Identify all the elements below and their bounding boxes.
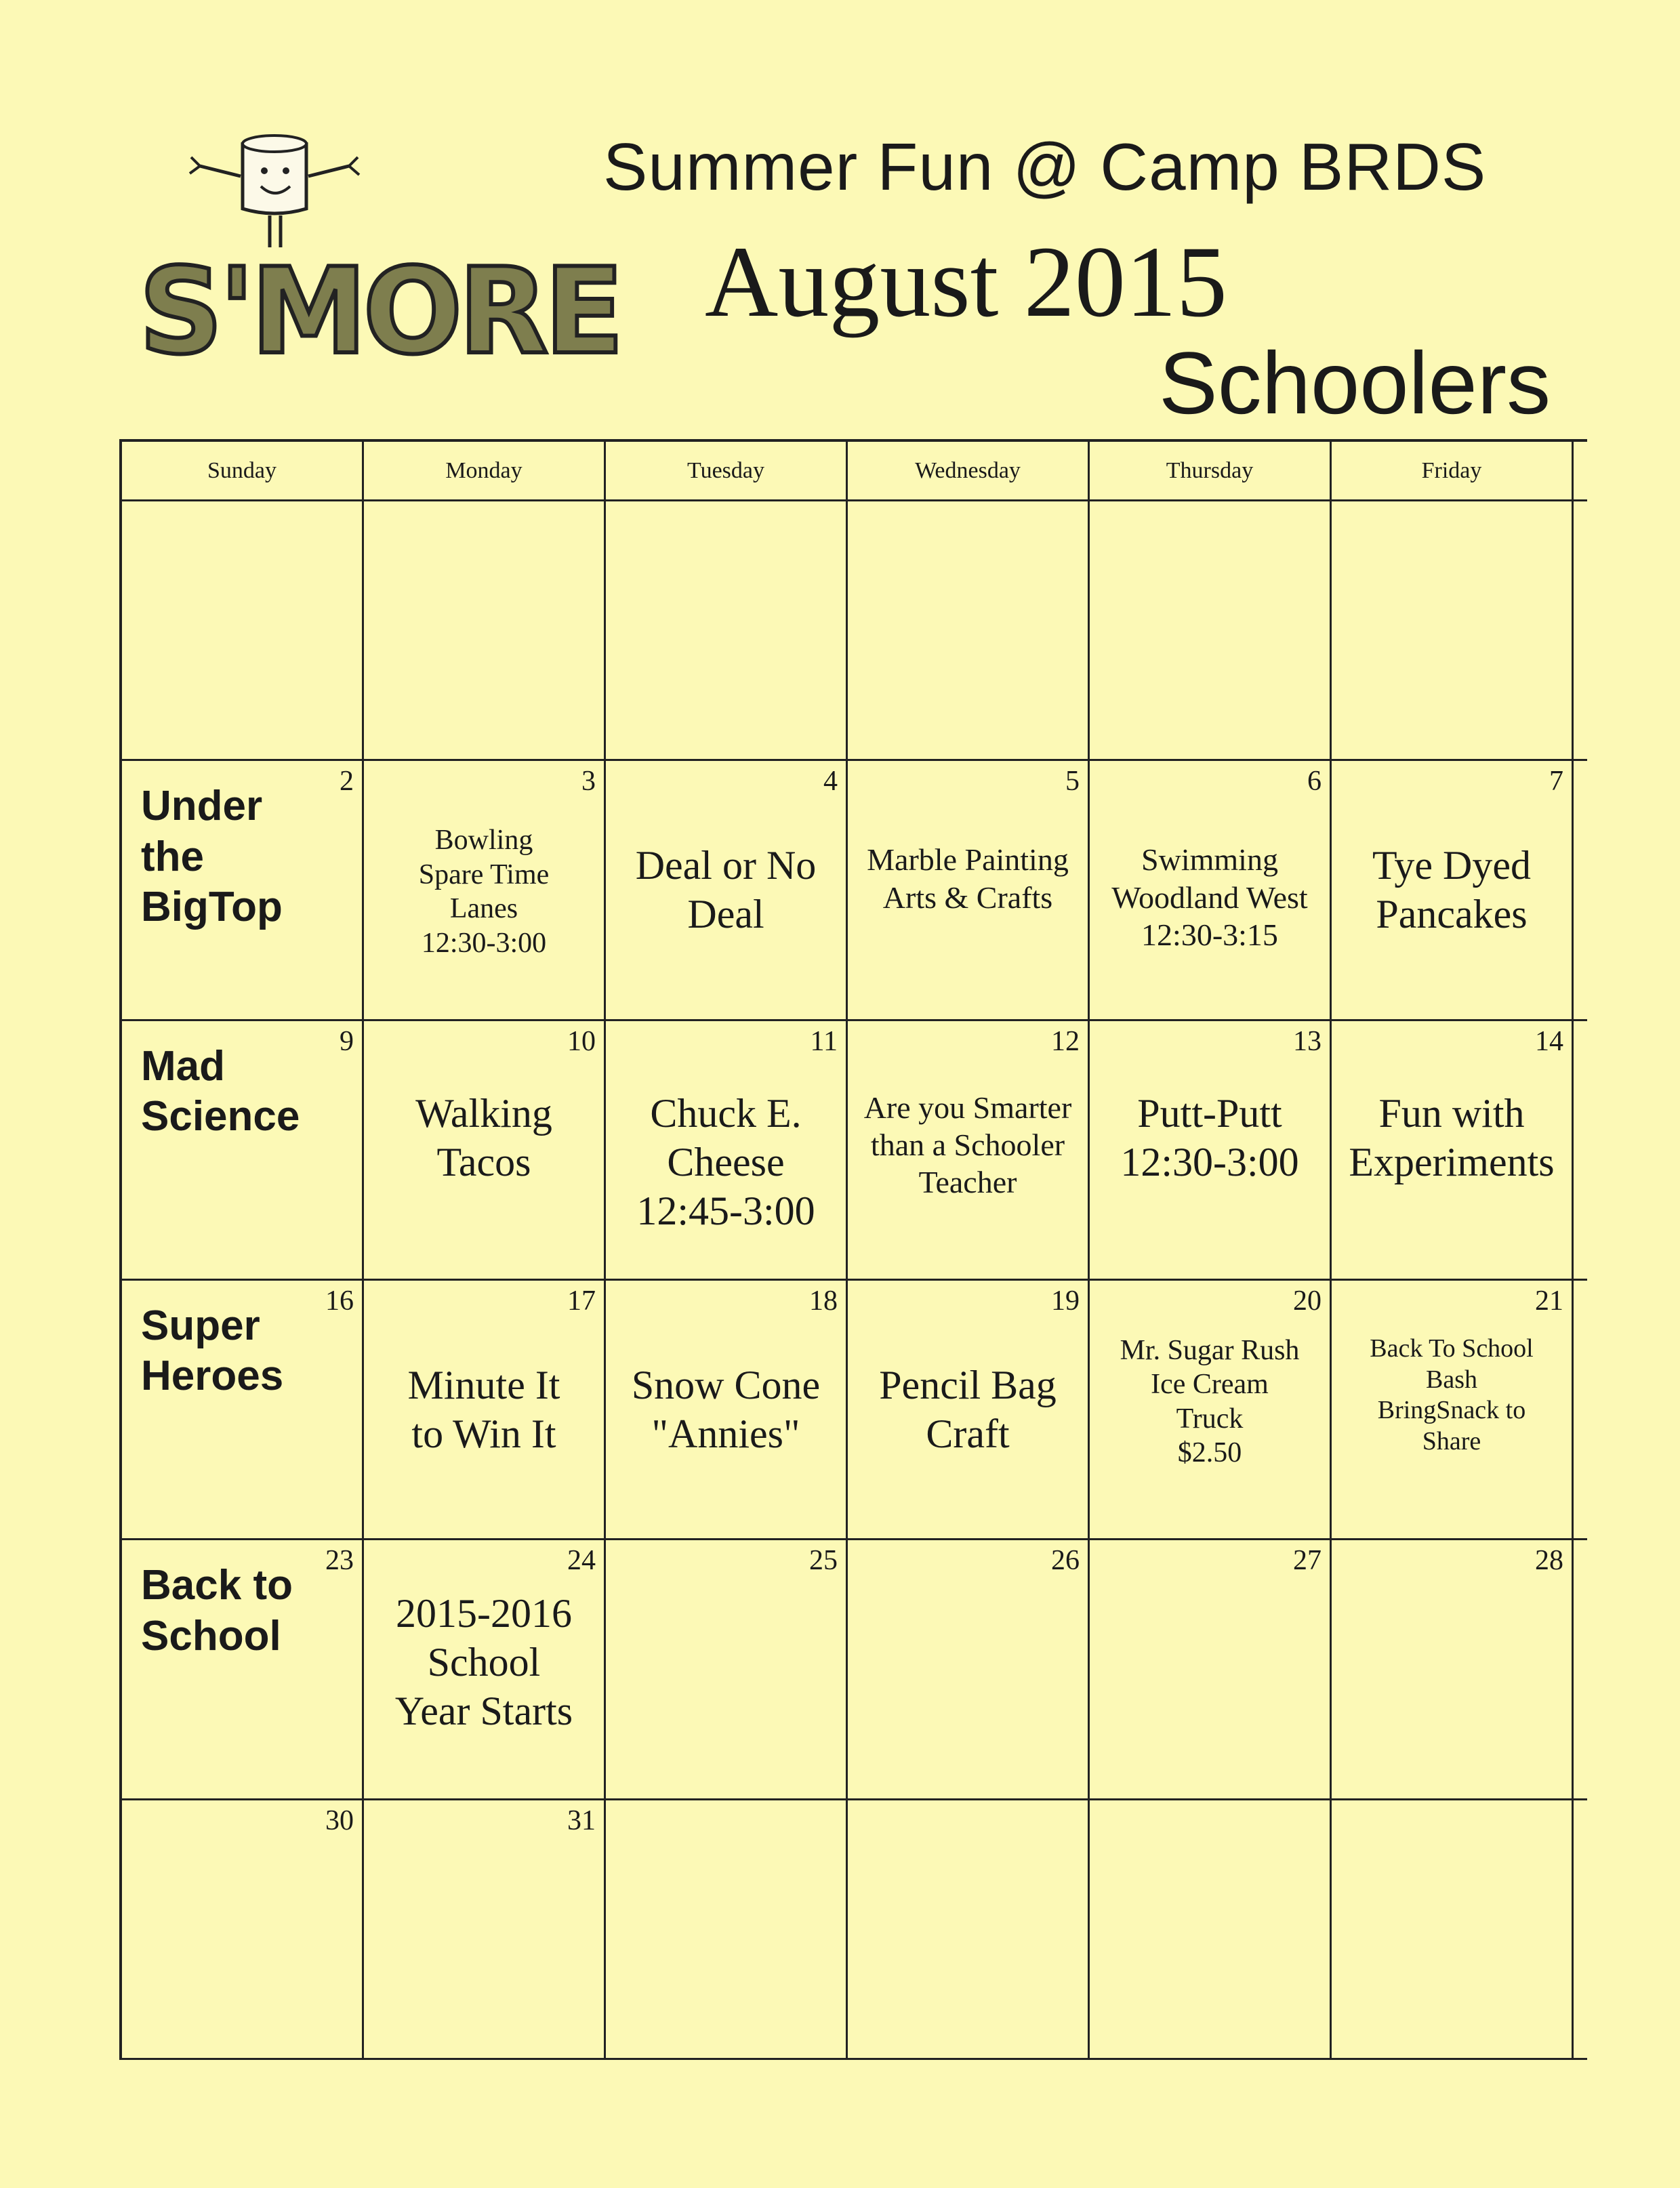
grid-edge	[1574, 761, 1587, 1020]
day-header-monday: Monday	[364, 442, 606, 501]
day-cell	[122, 1540, 364, 1800]
event-text	[1336, 1334, 1568, 1457]
theme-line: Super	[141, 1302, 260, 1349]
theme-line: Back to	[141, 1562, 293, 1609]
week-theme	[141, 1301, 283, 1402]
day-number: 17	[567, 1285, 596, 1317]
day-number: 13	[1293, 1025, 1322, 1057]
day-number: 3	[581, 766, 596, 798]
event-line: Deal	[687, 892, 764, 937]
camp-title: Summer Fun @ Camp BRDS	[603, 129, 1487, 204]
event-text	[368, 1089, 600, 1186]
event-text	[1336, 841, 1568, 938]
day-number: 25	[809, 1545, 838, 1577]
event-text	[852, 1361, 1084, 1458]
event-text	[1336, 1089, 1568, 1186]
day-cell	[1090, 1540, 1332, 1800]
calendar-grid	[119, 439, 1587, 2060]
event-line: Deal or No	[635, 843, 817, 888]
event-line: Minute It	[407, 1363, 560, 1407]
day-cell	[848, 761, 1090, 1020]
day-number: 2	[340, 766, 354, 798]
theme-line: Heroes	[141, 1353, 284, 1400]
day-number: 21	[1535, 1285, 1563, 1317]
theme-line: the	[141, 833, 204, 880]
event-line: Woodland West	[1111, 880, 1308, 915]
day-cell	[1332, 1800, 1574, 2060]
event-line: Bash	[1426, 1365, 1477, 1394]
event-line: BringSnack to	[1377, 1396, 1526, 1425]
day-cell	[364, 1540, 606, 1800]
group-title: Schoolers	[1159, 333, 1551, 432]
event-line: Walking	[415, 1090, 552, 1136]
day-header-friday: Friday	[1332, 442, 1574, 501]
event-line: Experiments	[1349, 1139, 1555, 1184]
event-line: Chuck E.	[650, 1090, 802, 1136]
event-text	[368, 1589, 600, 1735]
event-line: Lanes	[449, 893, 518, 925]
event-line: Ice Cream	[1151, 1369, 1269, 1401]
day-cell	[606, 1281, 848, 1540]
event-line: Snow Cone	[631, 1363, 821, 1407]
day-number: 11	[810, 1025, 838, 1057]
theme-line: Under	[141, 783, 263, 830]
day-number: 24	[567, 1545, 596, 1577]
event-text	[1094, 1334, 1326, 1470]
day-header-thursday: Thursday	[1090, 442, 1332, 501]
event-text	[852, 841, 1084, 915]
event-line: 12:45-3:00	[636, 1188, 815, 1233]
event-line: Share	[1422, 1426, 1481, 1456]
day-cell	[606, 761, 848, 1020]
day-cell	[606, 501, 848, 761]
day-number: 27	[1293, 1545, 1322, 1577]
day-cell	[122, 1281, 364, 1540]
day-cell	[848, 1800, 1090, 2060]
day-number: 10	[567, 1025, 596, 1057]
week-theme	[141, 1041, 300, 1142]
theme-line: Science	[141, 1093, 300, 1140]
theme-line: School	[141, 1612, 281, 1659]
event-line: 12:30-3:00	[421, 927, 547, 959]
event-line: Tacos	[436, 1139, 531, 1184]
day-number: 23	[325, 1545, 354, 1577]
day-cell	[1332, 1021, 1574, 1281]
event-line: Arts & Crafts	[882, 880, 1053, 915]
event-text	[610, 1089, 842, 1235]
event-line: Pancakes	[1376, 892, 1528, 937]
day-number: 19	[1051, 1285, 1080, 1317]
event-line: Pencil Bag	[879, 1363, 1057, 1407]
day-cell	[1332, 1281, 1574, 1540]
event-line: Swimming	[1141, 842, 1278, 878]
event-line: Are you Smarter	[863, 1090, 1072, 1125]
grid-edge	[1574, 1281, 1587, 1540]
day-cell	[1332, 501, 1574, 761]
day-number: 26	[1051, 1545, 1080, 1577]
event-line: Teacher	[918, 1165, 1017, 1200]
grid-edge	[1574, 1540, 1587, 1800]
event-line: 12:30-3:00	[1120, 1139, 1299, 1184]
day-number: 31	[567, 1804, 596, 1836]
event-text	[610, 841, 842, 938]
event-line: Craft	[926, 1411, 1010, 1456]
theme-line: BigTop	[141, 884, 283, 931]
day-number: 6	[1307, 766, 1322, 798]
event-line: Marble Painting	[867, 842, 1069, 878]
day-cell	[848, 1021, 1090, 1281]
event-line: Fun with	[1378, 1090, 1525, 1136]
day-cell	[122, 1021, 364, 1281]
event-text	[368, 1361, 600, 1458]
event-line: to Win It	[411, 1411, 556, 1456]
theme-line: Mad	[141, 1042, 225, 1090]
grid-edge	[1574, 442, 1587, 501]
grid-edge	[1574, 1021, 1587, 1281]
event-text	[610, 1361, 842, 1458]
day-cell	[1090, 1281, 1332, 1540]
event-line: Bowling	[434, 825, 533, 856]
event-line: $2.50	[1177, 1437, 1242, 1469]
day-number: 14	[1535, 1025, 1563, 1057]
event-line: Spare Time	[418, 859, 550, 890]
day-cell	[848, 1281, 1090, 1540]
event-line: Truck	[1176, 1403, 1244, 1434]
day-cell	[848, 501, 1090, 761]
day-cell	[606, 1021, 848, 1281]
grid-edge	[1574, 501, 1587, 761]
day-cell	[1090, 1800, 1332, 2060]
grid-edge	[1574, 1800, 1587, 2060]
event-line: School	[427, 1640, 541, 1685]
day-cell	[364, 501, 606, 761]
day-cell	[364, 1281, 606, 1540]
event-line: Mr. Sugar Rush	[1120, 1335, 1300, 1366]
day-cell	[364, 1021, 606, 1281]
day-header-tuesday: Tuesday	[606, 442, 848, 501]
day-cell	[364, 761, 606, 1020]
day-cell	[1332, 1540, 1574, 1800]
event-line: 2015-2016	[396, 1591, 572, 1636]
day-cell	[364, 1800, 606, 2060]
day-number: 18	[809, 1285, 838, 1317]
day-number: 12	[1051, 1025, 1080, 1057]
event-text	[1094, 841, 1326, 953]
day-cell	[122, 761, 364, 1020]
day-cell	[606, 1540, 848, 1800]
day-cell	[122, 501, 364, 761]
event-text	[1094, 1089, 1326, 1186]
day-header-wednesday: Wednesday	[848, 442, 1090, 501]
day-cell	[122, 1800, 364, 2060]
event-line: "Annies"	[651, 1411, 800, 1456]
event-line: Year Starts	[394, 1689, 573, 1734]
day-number: 30	[325, 1804, 354, 1836]
event-line: than a Schooler	[870, 1127, 1065, 1162]
day-cell	[1090, 501, 1332, 761]
day-number: 28	[1535, 1545, 1563, 1577]
logo-lettering: S'MORE	[139, 243, 620, 366]
week-theme	[141, 781, 283, 932]
day-number: 9	[340, 1025, 354, 1057]
month-title: August 2015	[705, 226, 1227, 338]
smore-logo	[136, 129, 630, 366]
day-cell	[1090, 1021, 1332, 1281]
day-cell	[1332, 761, 1574, 1020]
event-text	[368, 823, 600, 960]
day-number: 20	[1293, 1285, 1322, 1317]
day-header-sunday: Sunday	[122, 442, 364, 501]
day-number: 4	[823, 766, 838, 798]
event-line: Tye Dyed	[1372, 843, 1532, 888]
day-cell	[848, 1540, 1090, 1800]
event-line: Back To School	[1370, 1334, 1534, 1363]
day-number: 7	[1549, 766, 1563, 798]
event-line: Cheese	[667, 1139, 785, 1184]
event-text	[852, 1089, 1084, 1201]
week-theme	[141, 1561, 293, 1661]
event-line: 12:30-3:15	[1141, 917, 1278, 952]
marshmallow-mascot-icon	[136, 129, 630, 366]
event-line: Putt-Putt	[1137, 1090, 1282, 1136]
day-number: 5	[1065, 766, 1080, 798]
day-number: 16	[325, 1285, 354, 1317]
day-cell	[1090, 761, 1332, 1020]
day-cell	[606, 1800, 848, 2060]
